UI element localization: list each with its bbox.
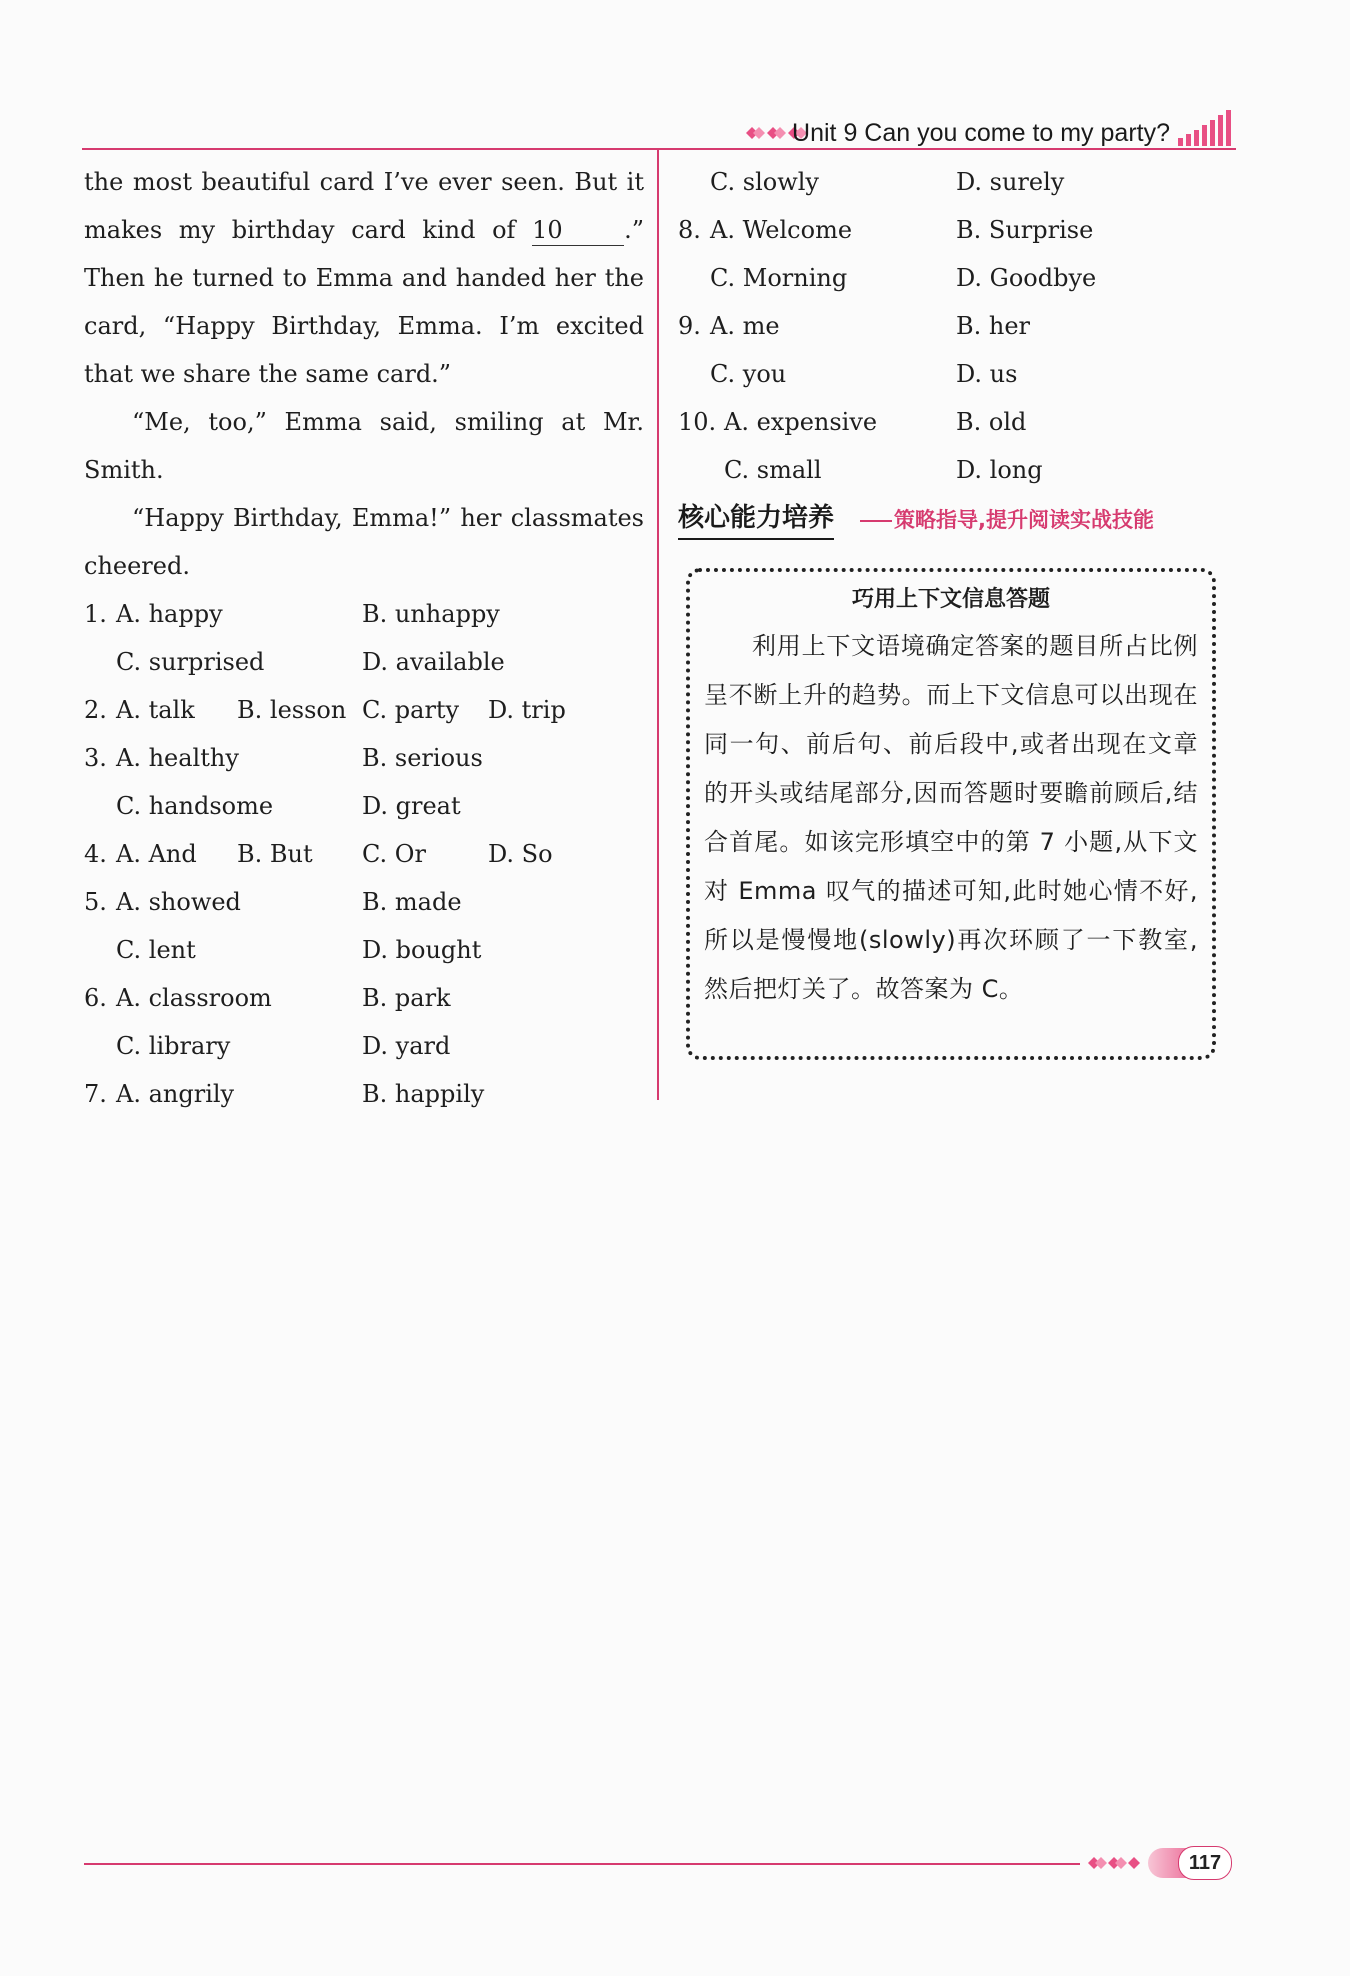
question-2 (84, 686, 644, 734)
option-b: B. unhappy (362, 600, 500, 628)
question-4 (84, 830, 644, 878)
question-number: 10. (678, 408, 717, 436)
question-9-row-2 (678, 350, 1238, 398)
passage-paragraph-3: “Happy Birthday, Emma!” her classmates cheered. (84, 504, 644, 580)
passage-paragraph-2: “Me, too,” Emma said, smiling at Mr. Smith. (84, 408, 644, 484)
option-a: A. expensive (724, 408, 878, 436)
option-a: A. angrily (116, 1080, 235, 1108)
option-b: B. park (362, 984, 451, 1012)
option-d: D. surely (956, 168, 1065, 196)
page-footer (84, 1846, 1236, 1880)
passage-text: .” Then he turned to Emma and handed her the card, “Happy Birthday, Emma. I’m excited that we share the same card.” (84, 216, 644, 388)
question-number: 9. (678, 312, 701, 340)
option-c: C. Morning (710, 264, 848, 292)
header-rule (82, 148, 1236, 150)
question-8-row-2 (678, 254, 1238, 302)
question-number: 2. (84, 696, 107, 724)
left-column (84, 158, 644, 1118)
question-5-row-2 (84, 926, 644, 974)
question-number: 5. (84, 888, 107, 916)
option-a: A. And (116, 840, 197, 868)
option-b: B. happily (362, 1080, 485, 1108)
option-d: D. long (956, 456, 1043, 484)
section-dash (860, 520, 892, 522)
question-7 (84, 1070, 644, 1118)
option-a: A. talk (116, 696, 195, 724)
option-a: A. classroom (116, 984, 272, 1012)
question-number: 7. (84, 1080, 107, 1108)
question-9 (678, 302, 1238, 350)
option-d: D. great (362, 792, 461, 820)
signal-bars-icon (1176, 108, 1236, 146)
option-b: B. Surprise (956, 216, 1094, 244)
question-10-row-2 (678, 446, 1238, 494)
question-number: 8. (678, 216, 701, 244)
question-10 (678, 398, 1238, 446)
question-number: 6. (84, 984, 107, 1012)
question-list-left (84, 590, 644, 1118)
option-c: C. surprised (116, 648, 265, 676)
option-d: D. Goodbye (956, 264, 1097, 292)
right-column (678, 158, 1238, 544)
tip-title: 巧用上下文信息答题 (851, 587, 1050, 612)
section-title: 核心能力培养 (678, 498, 834, 540)
tip-text: 利用上下文语境确定答案的题目所占比例呈不断上升的趋势。而上下文信息可以出现在同一句、前后句、前后段中,或者出现在文章的开头或结尾部分,因而答题时要瞻前顾后,结合首尾。如该完形填空中的第 7 小题,从下文对 Emma 叹气的描述可知,此时她心情不好,所以是慢慢地(slowly)再次环顾了一下教室,然后把灯关了。故答案为 C。 (704, 632, 1198, 1003)
option-b: B. her (956, 312, 1031, 340)
question-number: 3. (84, 744, 107, 772)
option-c: C. Or (362, 840, 426, 868)
option-b: B. old (956, 408, 1027, 436)
unit-title: Unit 9 Can you come to my party? (792, 119, 1170, 147)
passage-paragraph-1 (84, 158, 644, 398)
option-d: D. bought (362, 936, 482, 964)
page-number: 117 (1178, 1846, 1232, 1880)
option-d: D. yard (362, 1032, 451, 1060)
question-3 (84, 734, 644, 782)
page-number-badge (1148, 1846, 1236, 1880)
option-c: C. handsome (116, 792, 274, 820)
page-header (82, 106, 1236, 150)
option-d: D. available (362, 648, 505, 676)
tip-box (686, 568, 1216, 1060)
question-number: 1. (84, 600, 107, 628)
option-a: A. me (710, 312, 780, 340)
section-subtitle: 策略指导,提升阅读实战技能 (894, 508, 1154, 532)
option-b: B. made (362, 888, 462, 916)
option-c: C. library (116, 1032, 231, 1060)
question-6-row-2 (84, 1022, 644, 1070)
question-6 (84, 974, 644, 1022)
question-1-row-2 (84, 638, 644, 686)
option-b: B. serious (362, 744, 483, 772)
option-b: B. But (237, 840, 313, 868)
question-number: 4. (84, 840, 107, 868)
column-divider (657, 150, 659, 1100)
section-heading (678, 498, 1238, 544)
option-c: C. you (710, 360, 787, 388)
option-a: A. healthy (116, 744, 239, 772)
option-c: C. lent (116, 936, 196, 964)
option-c: C. party (362, 696, 460, 724)
question-8 (678, 206, 1238, 254)
option-a: A. showed (116, 888, 241, 916)
question-1 (84, 590, 644, 638)
option-d: D. trip (488, 696, 566, 724)
option-a: A. Welcome (710, 216, 853, 244)
footer-rule (84, 1863, 1080, 1865)
question-3-row-2 (84, 782, 644, 830)
diamond-ornament-icon (1086, 1853, 1144, 1873)
passage-text: the most beautiful card I’ve ever seen. But it makes my birthday card kind of (84, 168, 644, 244)
question-5 (84, 878, 644, 926)
question-7-row-2 (678, 158, 1238, 206)
option-c: C. slowly (710, 168, 819, 196)
option-c: C. small (724, 456, 822, 484)
option-d: D. So (488, 840, 553, 868)
blank-10: 10 (532, 215, 624, 246)
option-d: D. us (956, 360, 1018, 388)
option-b: B. lesson (237, 696, 347, 724)
option-a: A. happy (116, 600, 223, 628)
